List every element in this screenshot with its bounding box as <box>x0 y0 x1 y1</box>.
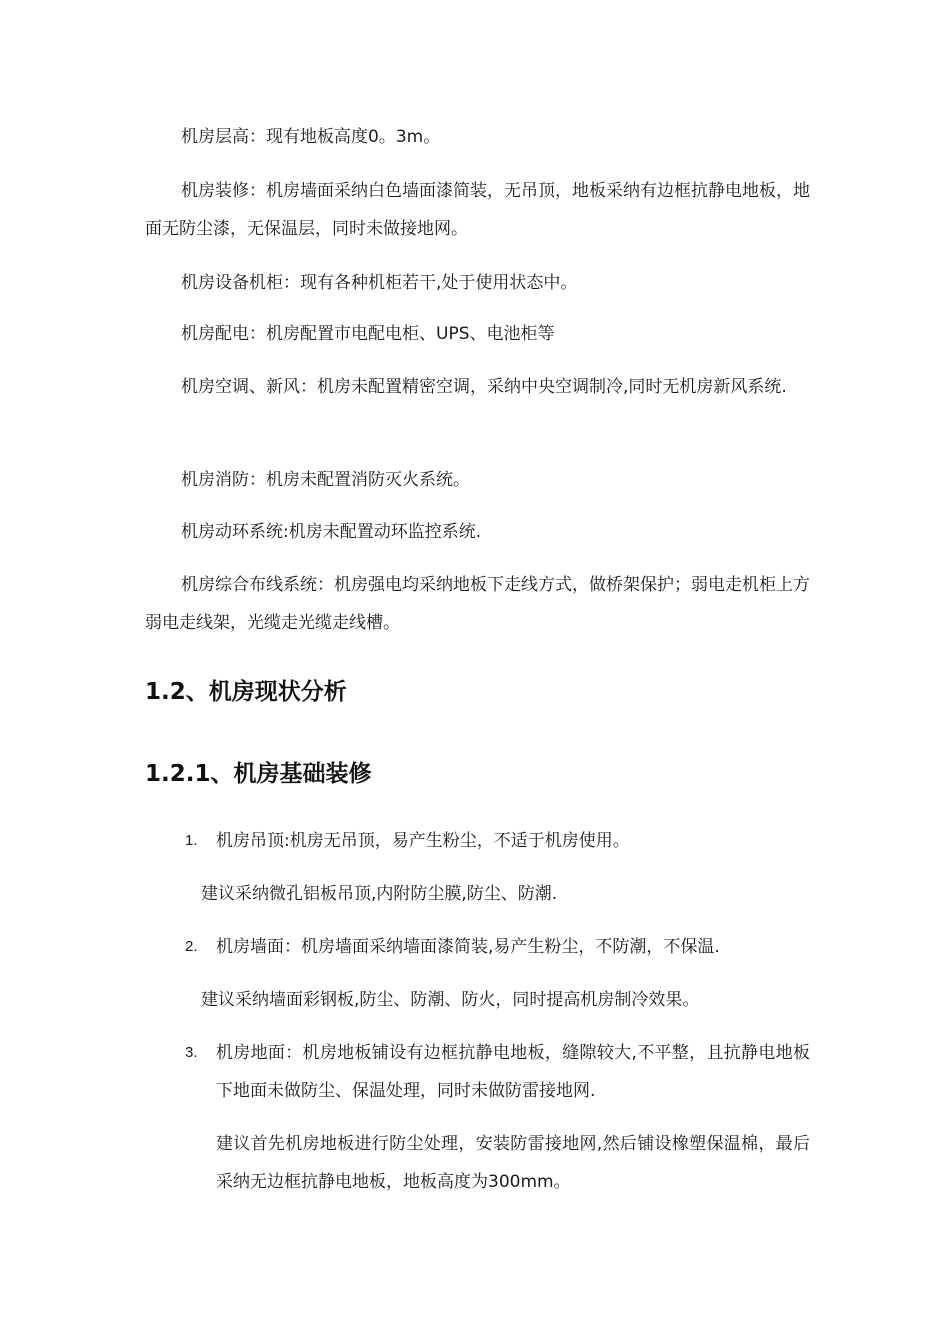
list-number: 2. <box>185 938 198 955</box>
list-suggestion: 建议首先机房地板进行防尘处理，安装防雷接地网,然后铺设橡塑保温棉，最后采纳无边框抗静电地板，地板高度为300mm。 <box>216 1134 810 1192</box>
paragraph-env-monitoring: 机房动环系统:机房未配置动环监控系统. <box>181 522 482 542</box>
list-number: 3. <box>185 1044 198 1061</box>
list-text: 机房墙面：机房墙面采纳墙面漆简装,易产生粉尘，不防潮，不保温. <box>216 937 720 957</box>
list-item <box>185 1034 810 1110</box>
paragraph-cabling: 机房综合布线系统：机房强电均采纳地板下走线方式，做桥架保护；弱电走机柜上方弱电走线架，光缆走光缆走线槽。 <box>145 575 810 633</box>
paragraph-cabinets: 机房设备机柜：现有各种机柜若干,处于使用状态中。 <box>181 273 578 293</box>
list-suggestion: 建议采纳微孔铝板吊顶,内附防尘膜,防尘、防潮. <box>201 884 558 904</box>
paragraph-decoration: 机房装修：机房墙面采纳白色墙面漆简装，无吊顶，地板采纳有边框抗静电地板，地面无防尘漆，无保温层，同时未做接地网。 <box>145 181 810 239</box>
list-item <box>185 928 810 966</box>
subsection-heading: 1.2.1、机房基础装修 <box>145 761 372 787</box>
paragraph-fire-protection: 机房消防：机房未配置消防灭火系统。 <box>181 470 470 490</box>
section-heading: 1.2、机房现状分析 <box>145 679 347 705</box>
list-number: 1. <box>185 832 198 849</box>
list-text: 机房地面：机房地板铺设有边框抗静电地板，缝隙较大,不平整，且抗静电地板下地面未做防尘、保温处理，同时未做防雷接地网. <box>216 1043 810 1101</box>
paragraph-air-conditioning: 机房空调、新风：机房未配置精密空调，采纳中央空调制冷,同时无机房新风系统. <box>181 377 787 397</box>
paragraph-power: 机房配电：机房配置市电配电柜、UPS、电池柜等 <box>181 324 555 344</box>
list-suggestion: 建议采纳墙面彩钢板,防尘、防潮、防火，同时提高机房制冷效果。 <box>201 990 700 1010</box>
list-text: 机房吊顶:机房无吊顶，易产生粉尘，不适于机房使用。 <box>216 831 630 851</box>
paragraph-floor-height: 机房层高：现有地板高度0。3m。 <box>181 127 441 147</box>
list-item <box>185 822 810 860</box>
